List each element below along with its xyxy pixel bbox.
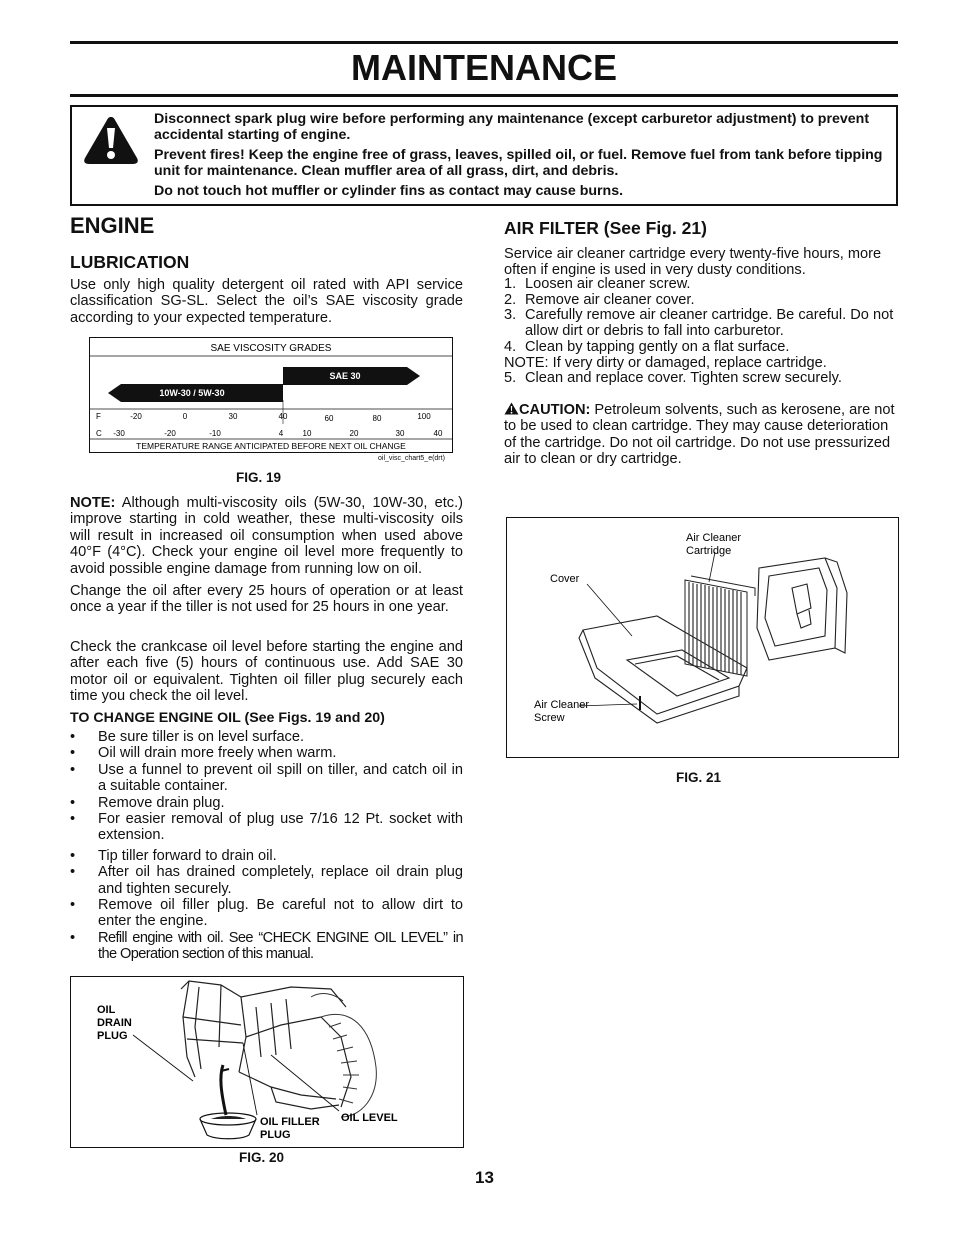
change-oil-heading: TO CHANGE ENGINE OIL (See Figs. 19 and 20)	[70, 710, 385, 726]
oil-drain-label: OIL	[97, 1004, 116, 1016]
list-item: • Remove drain plug.	[70, 794, 225, 811]
c-tick: 20	[349, 429, 359, 438]
warning-line: Disconnect spark plug wire before performing any maintenance (except carburetor adjustment) to prevent accidental starting of engine.	[154, 111, 870, 143]
page-number: 13	[475, 1168, 494, 1187]
f-tick: 80	[372, 414, 382, 423]
list-item: • Be sure tiller is on level surface.	[70, 729, 305, 745]
list-item: • After oil has drained completely, replace oil drain plug and tighten securely.	[70, 864, 463, 897]
list-item: 1. Loosen air cleaner screw.	[504, 276, 691, 292]
cartridge-label: Cartridge	[686, 545, 732, 557]
f-tick: -20	[130, 412, 142, 421]
list-item: • Refill engine with oil. See “CHECK ENGINE OIL LEVEL” in the Operation section of this manual.	[70, 929, 463, 963]
chart-title: SAE VISCOSITY GRADES	[210, 343, 332, 354]
f-tick: 60	[324, 414, 334, 423]
c-label: C	[96, 429, 102, 438]
list-item: 5. Clean and replace cover. Tighten screw securely.	[504, 370, 842, 387]
caution-paragraph	[504, 402, 899, 468]
title-rule-top	[70, 41, 898, 44]
list-item: • Use a funnel to prevent oil spill on tiller, and catch oil in a suitable container.	[70, 761, 463, 795]
chart-file-note: oil_visc_chart5_e(drt)	[378, 455, 445, 462]
viscosity-chart	[89, 337, 453, 453]
engine-heading: ENGINE	[70, 213, 155, 238]
chart-caption: TEMPERATURE RANGE ANTICIPATED BEFORE NEXT OIL CHANGE	[136, 441, 406, 451]
f-tick: 0	[182, 412, 188, 421]
f-tick: 30	[228, 412, 238, 421]
fig21-illustration	[506, 517, 899, 758]
fig20-illustration	[70, 976, 464, 1148]
10w30-label: 10W-30 / 5W-30	[159, 388, 225, 398]
lubrication-intro: Use only high quality detergent oil rated with API service classification SG-SL. Select the oil’s SAE viscosity grade according to your expected temperature.	[70, 277, 463, 326]
oil-drain-label: PLUG	[97, 1030, 128, 1042]
f-tick: 100	[417, 412, 431, 421]
list-item: 4. Clean by tapping gently on a flat surface.	[504, 338, 790, 355]
page-title: MAINTENANCE	[351, 47, 617, 88]
warning-line: Do not touch hot muffler or cylinder fins as contact may cause burns.	[154, 183, 624, 199]
change-oil-bullets	[70, 729, 463, 963]
warning-line: Prevent fires! Keep the engine free of grass, leaves, spilled oil, or fuel. Remove fuel from tank before tipping unit for maintenance. Clean muffler area of all grass, dirt, and debris.	[154, 147, 883, 179]
note-paragraph	[70, 495, 463, 577]
oil-filler-label: PLUG	[260, 1129, 291, 1141]
air-filter-steps	[504, 277, 899, 387]
warning-triangle-icon	[82, 114, 140, 171]
lubrication-heading: LUBRICATION	[70, 252, 190, 272]
c-tick: 40	[433, 429, 443, 438]
caution-icon	[504, 402, 519, 418]
c-tick: 10	[302, 429, 312, 438]
c-tick: -30	[113, 429, 125, 438]
c-tick: -10	[209, 429, 221, 438]
note-text: Although multi-viscosity oils (5W-30, 10W-30, etc.) improve starting in cold weather, these multi-viscosity oils will result in increased oil consumption when used above 40°F (4°C). Check your engine oil level more frequently to avoid possible engine damage from running low on oil.	[70, 495, 463, 577]
screw-label: Screw	[534, 712, 565, 724]
air-filter-intro: Service air cleaner cartridge every twenty-five hours, more often if engine is used in very dusty conditions.	[504, 246, 882, 279]
list-item: • For easier removal of plug use 7/16 12 Pt. socket with extension.	[70, 811, 463, 844]
caution-text: Petroleum solvents, such as kerosene, are not to be used to clean cartridge. They may cause deterioration of the cartridge. Do not oil cartridge. Do not use pressurized air to clean or dry cartridge.	[504, 402, 895, 468]
list-item: • Remove oil filler plug. Be careful not to allow dirt to enter the engine.	[70, 897, 463, 930]
fig20-caption: FIG. 20	[239, 1150, 285, 1165]
cartridge-label: Air Cleaner	[686, 532, 742, 544]
oil-filler-label: OIL FILLER	[260, 1116, 320, 1128]
list-item: 3. Carefully remove air cleaner cartridge. Be careful. Do not allow dirt or debris to fall into carburetor.	[504, 307, 894, 340]
title-rule-bottom	[70, 94, 898, 97]
sae30-label: SAE 30	[329, 371, 361, 381]
check-paragraph: Check the crankcase oil level before starting the engine and after each five (5) hours of continuous use. Add SAE 30 motor oil or equivalent. Tighten oil filler plug securely each time you check the oil level.	[70, 639, 463, 705]
list-item: • Tip tiller forward to drain oil.	[70, 847, 277, 864]
fig21-caption: FIG. 21	[676, 770, 722, 785]
fig19-caption: FIG. 19	[236, 470, 282, 485]
list-item: • Oil will drain more freely when warm.	[70, 745, 337, 762]
caution-label: CAUTION:	[519, 402, 591, 418]
list-item: NOTE: If very dirty or damaged, replace cartridge.	[504, 354, 827, 371]
change-paragraph: Change the oil after every 25 hours of operation or at least once a year if the tiller is not used for 25 hours in one year.	[70, 583, 463, 616]
f-label: F	[96, 412, 101, 421]
warning-text	[154, 111, 884, 203]
c-tick: -20	[164, 429, 176, 438]
f-tick: 40	[278, 412, 288, 421]
list-item: 2. Remove air cleaner cover.	[504, 291, 695, 308]
screw-label: Air Cleaner	[534, 699, 590, 711]
oil-drain-label: DRAIN	[97, 1017, 132, 1029]
oil-level-label: OIL LEVEL	[341, 1112, 398, 1124]
c-tick: 30	[395, 429, 405, 438]
c-tick: 4	[278, 429, 284, 438]
cover-label: Cover	[550, 573, 580, 585]
note-label: NOTE:	[70, 495, 116, 511]
air-filter-heading: AIR FILTER (See Fig. 21)	[504, 218, 707, 238]
